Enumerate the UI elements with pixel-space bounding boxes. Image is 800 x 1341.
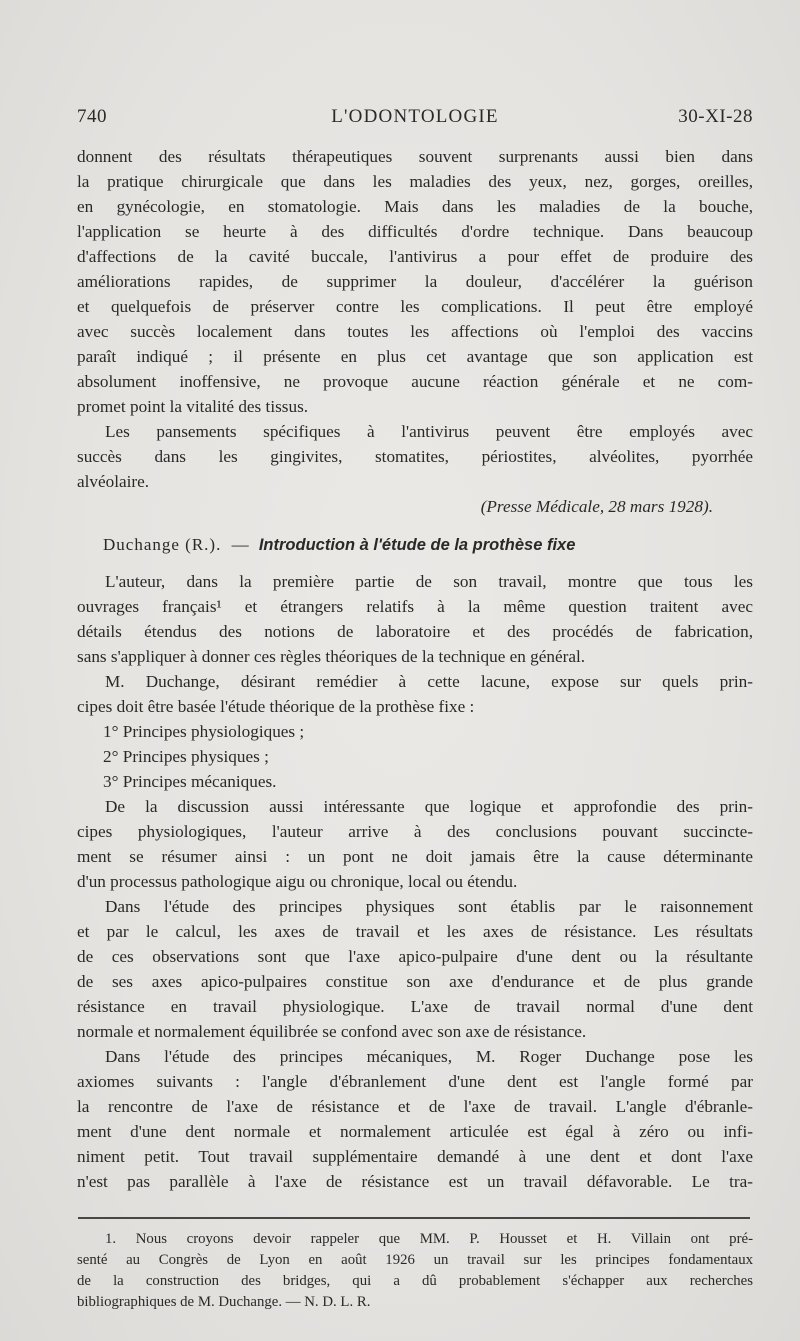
text-line: d'un processus pathologique aigu ou chronique, local ou étendu. bbox=[77, 872, 518, 891]
text-line: Dans l'étude des principes physiques sont établis par le raisonnement bbox=[105, 897, 753, 916]
paragraph-antivirus-effects bbox=[77, 144, 753, 419]
article-body bbox=[77, 144, 753, 1194]
principles-list bbox=[77, 719, 753, 794]
text-line: De la discussion aussi intéressante que logique et approfondie des prin- bbox=[105, 797, 753, 816]
review-title: Introduction à l'étude de la prothèse fixe bbox=[258, 536, 576, 554]
paragraph-ouvrages bbox=[77, 569, 753, 669]
footnote-rule bbox=[78, 1217, 750, 1219]
paragraph-physiques bbox=[77, 894, 753, 1044]
footnote-line: de la construction des bridges, qui a dû probablement s'échapper aux recherches bbox=[77, 1273, 753, 1289]
text-line: détails étendus des notions de laboratoire et des procédés de fabrication, bbox=[77, 622, 753, 641]
text-line: absolument inoffensive, ne provoque aucune réaction générale et ne com- bbox=[77, 372, 753, 391]
list-item: 2° Principes physiques ; bbox=[103, 747, 269, 766]
text-line: ment se résumer ainsi : un pont ne doit jamais être la cause déterminante bbox=[77, 847, 753, 866]
text-line: de ces observations sont que l'axe apico-pulpaire d'une dent ou la résultante bbox=[77, 947, 753, 966]
text-line: résistance en travail physiologique. L'axe de travail normal d'une dent bbox=[77, 997, 753, 1016]
text-line: en gynécologie, en stomatologie. Mais dans les maladies de la bouche, bbox=[77, 197, 753, 216]
citation-block bbox=[77, 494, 753, 519]
text-line: la rencontre de l'axe de résistance et de l'axe de travail. L'angle d'ébranle- bbox=[77, 1097, 753, 1116]
text-line: cipes doit être basée l'étude théorique de la prothèse fixe : bbox=[77, 697, 475, 716]
review-heading bbox=[77, 525, 753, 565]
text-line: paraît indiqué ; il présente en plus cet avantage que son application est bbox=[77, 347, 753, 366]
text-line: normale et normalement équilibrée se confond avec son axe de résistance. bbox=[77, 1022, 587, 1041]
text-line: alvéolaire. bbox=[77, 472, 150, 491]
list-item: 1° Principes physiologiques ; bbox=[103, 722, 305, 741]
list-item: 3° Principes mécaniques. bbox=[103, 772, 277, 791]
footnote-line: 1. Nous croyons devoir rappeler que MM. P. Housset et H. Villain ont pré- bbox=[105, 1231, 753, 1247]
text-line: ouvrages français¹ et étrangers relatifs à la même question traitent avec bbox=[77, 597, 753, 616]
text-line: améliorations rapides, de supprimer la douleur, d'accélérer la guérison bbox=[77, 272, 753, 291]
paragraph-mecaniques bbox=[77, 1044, 753, 1194]
paragraph-physiologiques bbox=[77, 794, 753, 894]
text-line: et quelquefois de préserver contre les complications. Il peut être employé bbox=[77, 297, 753, 316]
text-line: avec succès localement dans toutes les affections où l'emploi des vaccins bbox=[77, 322, 753, 341]
running-title: L'ODONTOLOGIE bbox=[331, 106, 499, 127]
text-line: et par le calcul, les axes de travail et les axes de résistance. Les résultats bbox=[77, 922, 753, 941]
text-line: ment d'une dent normale et normalement articulée est égal à zéro ou infi- bbox=[77, 1122, 753, 1141]
paragraph-principes bbox=[77, 669, 753, 719]
text-line: Dans l'étude des principes mécaniques, M. Roger Duchange pose les bbox=[105, 1047, 753, 1066]
text-line: niment petit. Tout travail supplémentaire demandé à une dent et dont l'axe bbox=[77, 1147, 753, 1166]
footnote bbox=[77, 1229, 753, 1313]
citation bbox=[77, 494, 753, 519]
text-line: donnent des résultats thérapeutiques souvent surprenants aussi bien dans bbox=[77, 147, 753, 166]
text-line: axiomes suivants : l'angle d'ébranlement d'une dent est l'angle formé par bbox=[77, 1072, 753, 1091]
text-line: de ses axes apico-pulpaires constitue son axe d'endurance et de plus grande bbox=[77, 972, 753, 991]
text-line: la pratique chirurgicale que dans les maladies des yeux, nez, gorges, oreilles, bbox=[77, 172, 753, 191]
issue-date: 30-XI-28 bbox=[678, 106, 753, 127]
review-author: Duchange (R.). bbox=[103, 535, 222, 554]
paragraph-pansements bbox=[77, 419, 753, 494]
text-line: Les pansements spécifiques à l'antivirus peuvent être employés avec bbox=[105, 422, 753, 441]
heading-dash: — bbox=[231, 535, 249, 554]
text-line: succès dans les gingivites, stomatites, périostites, alvéolites, pyorrhée bbox=[77, 447, 753, 466]
text-line: promet point la vitalité des tissus. bbox=[77, 397, 309, 416]
footnote-line: bibliographiques de M. Duchange. — N. D. L. R. bbox=[77, 1294, 371, 1310]
text-line: l'application se heurte à des difficultés d'ordre technique. Dans beaucoup bbox=[77, 222, 753, 241]
text-line: d'affections de la cavité buccale, l'antivirus a pour effet de produire des bbox=[77, 247, 753, 266]
text-line: n'est pas parallèle à l'axe de résistance est un travail défavorable. Le tra- bbox=[77, 1172, 753, 1191]
citation-text: (Presse Médicale, 28 mars 1928). bbox=[480, 497, 713, 516]
running-header bbox=[77, 106, 753, 134]
footnote-line: senté au Congrès de Lyon en août 1926 un travail sur les principes fondamentaux bbox=[77, 1252, 753, 1268]
text-line: L'auteur, dans la première partie de son travail, montre que tous les bbox=[105, 572, 753, 591]
text-line: M. Duchange, désirant remédier à cette lacune, expose sur quels prin- bbox=[105, 672, 753, 691]
text-line: sans s'appliquer à donner ces règles théoriques de la technique en général. bbox=[77, 647, 586, 666]
page-number: 740 bbox=[77, 106, 107, 127]
text-line: cipes physiologiques, l'auteur arrive à des conclusions pouvant succincte- bbox=[77, 822, 753, 841]
